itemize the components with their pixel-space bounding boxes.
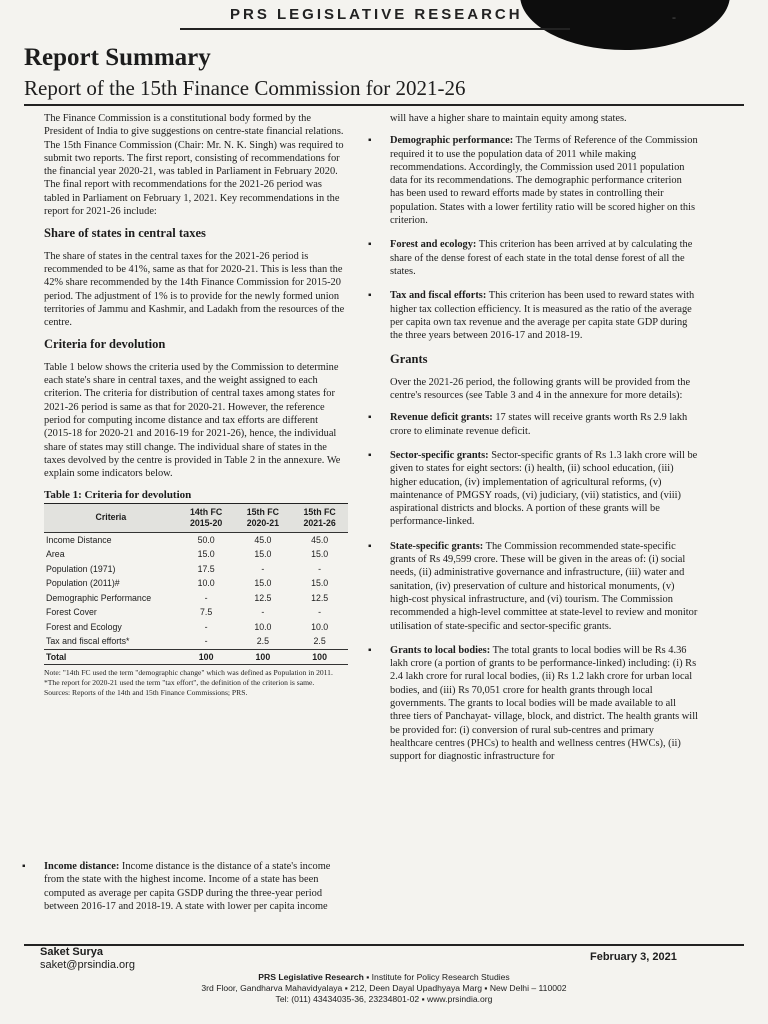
- table-cell: 15.0: [254, 578, 272, 589]
- table-cell: 15.0: [254, 549, 272, 560]
- continued-paragraph: will have a higher share to maintain equity among states.: [390, 113, 627, 124]
- table-cell: 100: [235, 649, 292, 665]
- table-cell: 15.0: [311, 578, 329, 589]
- table-cell: -: [261, 607, 265, 618]
- bullet-state-specific: [368, 540, 698, 633]
- bullet-label: Forest and ecology:: [390, 239, 477, 251]
- table-total-row: [44, 649, 348, 665]
- table-notes: [44, 668, 348, 697]
- table-row: [44, 591, 348, 606]
- table-cell: 12.5: [254, 592, 272, 603]
- table-cell: 12.5: [311, 592, 329, 603]
- table-cell: -: [318, 563, 322, 574]
- bullet-label: Sector-specific grants:: [390, 449, 489, 461]
- bullet-label: Income distance:: [44, 861, 120, 872]
- bullet-text: This criterion has been arrived at by calculating the share of the dense forest of each state in the total dense forest of all the states.: [390, 239, 693, 277]
- page-subtitle: Report of the 15th Finance Commission for 2021-26: [24, 76, 466, 100]
- criteria-table: [44, 503, 348, 666]
- footer-org-sub: ▪ Institute for Policy Research Studies: [363, 972, 510, 982]
- table-row: [44, 634, 348, 649]
- bullet-text: The total grants to local bodies will be Rs 4.36 lakh crore (a portion of grants to be performance-linked) including: (i) Rs 2.4 lakh crore for rural local bodies, (ii) Rs 1.2 lakh crore for urban local bodies, and (iii) Rs 70,051 crore for health grants through local governments. The grants to local bodies will be made available to all three tiers of Panchayat- village, block, and district. The health grants will be provided for: (i) conversion of rural sub-centres and primary healthcare centres (PHCs) to health and wellness centres (HWCs), (ii) support for diagnostic infrastructure for: [390, 644, 698, 763]
- bullet-demographic: [368, 134, 698, 227]
- bullet-label: Grants to local bodies:: [390, 644, 491, 656]
- bullet-text: This criterion has been used to reward states with higher tax collection efficiency. It is measured as the ratio of the average per capita own tax revenue and the average per capita state GDP during the three years between 2016-17 and 2018-19.: [390, 290, 695, 342]
- bullet-label: Tax and fiscal efforts:: [390, 290, 487, 302]
- table-header-cell: 15th FC 2021-26: [291, 503, 348, 532]
- table-cell: -: [261, 563, 265, 574]
- table-cell: Area: [46, 549, 65, 560]
- table-header-cell: 15th FC 2020-21: [235, 503, 292, 532]
- bullet-icon: ▪: [22, 861, 26, 872]
- bullet-forest: [368, 238, 698, 278]
- table-cell: Population (2011)#: [46, 578, 120, 589]
- table-cell: 45.0: [254, 534, 272, 545]
- criteria-paragraph: Table 1 below shows the criteria used by the Commission to determine each state's share in central taxes, and the weight assigned to each criterion. The criteria for distribution of central taxes among states for 2021-26 period is same as that for 2020-21. However, the reference period for computing income distance and tax efforts are different (2015-18 for 2020-21 and 2016-19 for 2021-26), hence, the individual share of states may still change. The individual share of states in the taxes devolved by the centre is provided in Table 2 in the annexure. We explain some indicators below.: [44, 361, 341, 480]
- bullet-label: Demographic performance:: [390, 135, 514, 147]
- bullet-tax: [368, 289, 698, 342]
- table-cell: 2.5: [313, 636, 326, 647]
- bullet-icon: ▪: [368, 412, 372, 424]
- left-column: [44, 112, 348, 698]
- bullet-icon: ▪: [368, 290, 372, 302]
- table-header-row: [44, 503, 348, 532]
- table-row: [44, 547, 348, 562]
- share-paragraph: The share of states in the central taxes for the 2021-26 period is recommended to be 41%, same as that for 2020-21. This is less than the 42% share recommended by the 14th Finance Commission for 2015-20 period. The adjustment of 1% is to provide for the newly formed union territories of Jammu and Kashmir, and Ladakh from the resources of the centre.: [44, 250, 345, 329]
- bullet-local-bodies: [368, 644, 698, 764]
- table-cell: -: [204, 592, 208, 603]
- table-source: Sources: Reports of the 14th and 15th Finance Commissions; PRS.: [44, 687, 248, 697]
- page-title: Report Summary: [24, 44, 211, 71]
- bullet-icon: ▪: [368, 239, 372, 251]
- bullet-label: State-specific grants:: [390, 540, 484, 552]
- table-cell: 100: [291, 649, 348, 665]
- table-header-cell: Criteria: [44, 503, 178, 532]
- table-cell: Population (1971): [46, 563, 116, 574]
- table-header-cell: 14th FC 2015-20: [178, 503, 235, 532]
- right-column: [368, 112, 698, 774]
- bullet-label: Revenue deficit grants:: [390, 412, 493, 424]
- table-note: Note: "14th FC used the term "demographic change" which was defined as Population in 2011. *The report for 2020-21 used the term "tax effort", the definition of the criterion is same.: [44, 668, 333, 688]
- header-dash: -: [672, 10, 676, 24]
- table-title: Table 1: Criteria for devolution: [44, 489, 192, 502]
- bullet-icon: ▪: [368, 135, 372, 147]
- table-cell: 50.0: [197, 534, 215, 545]
- footer-org: PRS Legislative Research: [258, 972, 364, 982]
- heading-criteria: Criteria for devolution: [44, 337, 166, 352]
- footer-contact-line: Tel: (011) 43434035-36, 23234801-02 ▪ www.prsindia.org: [275, 994, 493, 1004]
- header-rule: [180, 28, 570, 30]
- table-cell: Tax and fiscal efforts*: [46, 636, 130, 647]
- bullet-income-distance: [22, 860, 348, 913]
- table-row: [44, 562, 348, 577]
- table-cell: 7.5: [200, 607, 213, 618]
- bullet-icon: ▪: [368, 449, 372, 461]
- grants-paragraph: Over the 2021-26 period, the following grants will be provided from the centre's resources (see Table 3 and 4 in the annexure for more details):: [390, 376, 691, 402]
- table-row: [44, 605, 348, 620]
- table-cell: 15.0: [311, 549, 329, 560]
- bullet-text: The Commission recommended state-specific grants of Rs 49,599 crore. These will be given in the areas of: (i) social needs, (ii) administrative governance and infrastructure, (iii) water and sanitation, (iv) preservation of culture and historical monuments, (v) high-cost physical infrastructure, and (vi) tourism. The Commission recommended a high-level committee at state-level to review and monitor utilisation of state-specific and sector-specific grants.: [390, 540, 698, 632]
- table-row: [44, 620, 348, 635]
- heading-share-of-states: Share of states in central taxes: [44, 226, 206, 241]
- bullet-text: 17 states will receive grants worth Rs 2.9 lakh crore to eliminate revenue deficit.: [390, 412, 688, 437]
- table-cell: 2.5: [256, 636, 269, 647]
- table-cell: Total: [44, 649, 178, 665]
- title-rule: [24, 104, 744, 106]
- footer-address: [0, 972, 768, 1005]
- bullet-sector-specific: [368, 449, 698, 529]
- table-cell: 45.0: [311, 534, 329, 545]
- bullet-text: Sector-specific grants of Rs 1.3 lakh crore will be given to states for eight sectors: (i) health, (ii) school education, (iii) higher education, (iv) implementation of agricultural reforms, (v) maintenance of PMGSY roads, (vi) judiciary, (vii) statistics, and (viii) aspirational districts and blocks. A portion of these grants will be performance-linked.: [390, 449, 698, 528]
- table-row: [44, 576, 348, 591]
- intro-paragraph: The Finance Commission is a constitutional body formed by the President of India to give suggestions on centre-state financial relations. The 15th Finance Commission (Chair: Mr. N. K. Singh) was required to submit two reports. The first report, consisting of recommendations for the financial year 2020-21, was tabled in Parliament in February 2020. The final report with recommendations for the 2021-26 period was tabled in Parliament on February 1, 2021. Key recommendations in the report for 2021-26 include:: [44, 113, 344, 218]
- table-cell: -: [204, 636, 208, 647]
- bullet-revenue-deficit: [368, 411, 698, 438]
- table-cell: -: [204, 621, 208, 632]
- author-block: [40, 946, 135, 972]
- table-cell: 17.5: [197, 563, 215, 574]
- bullet-icon: ▪: [368, 540, 372, 552]
- author-name: Saket Surya: [40, 946, 103, 958]
- table-cell: Forest and Ecology: [46, 621, 122, 632]
- table-row: [44, 532, 348, 547]
- heading-grants: Grants: [390, 352, 428, 367]
- report-date: February 3, 2021: [590, 951, 677, 963]
- left-lower-column: [22, 860, 348, 924]
- table-cell: Income Distance: [46, 534, 112, 545]
- bullet-text: Income distance is the distance of a state's income from the state with the highest income. Income of a state has been computed as average per capita GSDP during the three-year period between 2016-17 and 2018-19. A state with lower per capita income: [44, 861, 331, 912]
- table-cell: 10.0: [311, 621, 329, 632]
- footer-address-line: 3rd Floor, Gandharva Mahavidyalaya ▪ 212, Deen Dayal Upadhyaya Marg ▪ New Delhi – 110002: [201, 983, 567, 993]
- table-cell: 10.0: [197, 578, 215, 589]
- prs-logo: [520, 0, 730, 50]
- bullet-icon: ▪: [368, 644, 372, 656]
- table-cell: 15.0: [197, 549, 215, 560]
- org-header: PRS LEGISLATIVE RESEARCH: [230, 6, 523, 23]
- author-email[interactable]: saket@prsindia.org: [40, 959, 135, 971]
- table-cell: 10.0: [254, 621, 272, 632]
- table-cell: Demographic Performance: [46, 592, 152, 603]
- table-cell: -: [318, 607, 322, 618]
- bullet-text: The Terms of Reference of the Commission required it to use the population data of 2011 while making recommendations. Accordingly, the Commission used 2011 population data for its recommendations. The demographic performance criterion has been used to reward efforts made by states in controlling their population. States with a lower fertility ratio will be scored higher on this criterion.: [390, 135, 698, 227]
- table-cell: 100: [178, 649, 235, 665]
- table-body: [44, 532, 348, 665]
- table-cell: Forest Cover: [46, 607, 97, 618]
